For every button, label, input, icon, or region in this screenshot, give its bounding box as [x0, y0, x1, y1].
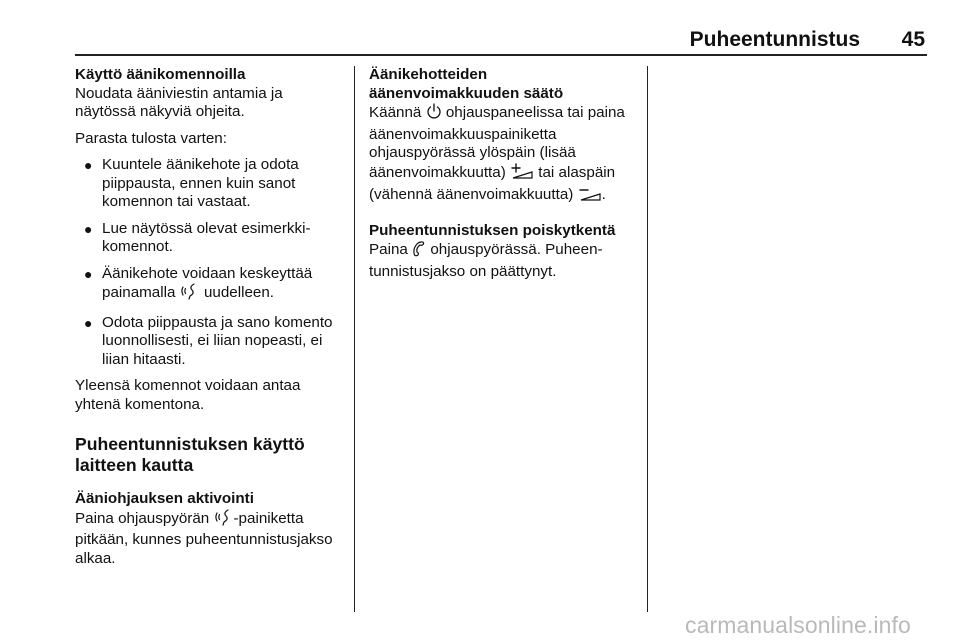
voice-command-icon [180, 283, 200, 306]
section-heading-usage: Käyttö äänikomennoilla [75, 66, 246, 83]
column-left [75, 66, 337, 576]
paragraph-activate: Paina ohjauspyörän -painiketta pitkään, kunnes puheentunnistusjakso alkaa. [75, 509, 333, 567]
voice-command-icon [214, 509, 234, 532]
column-middle [369, 66, 637, 289]
paragraph-usually: Yleensä komennot voidaan antaa yhtenä komentona. [75, 377, 301, 413]
bullet-icon: ● [84, 220, 93, 237]
power-icon [426, 103, 442, 126]
section-heading-off: Puheentunnistuksen poiskytkentä [369, 221, 616, 239]
list-item: ● Lue näytössä olevat esimerkkikomennot. [84, 219, 311, 255]
bullet-icon: ● [84, 314, 93, 331]
list-item: ● Odota piippausta ja sano komento luonnollisesti, ei liian nopeasti, ei liian hitaasti. [84, 313, 333, 368]
phone-hangup-icon [412, 240, 426, 263]
watermark: carmanualsonline.info [685, 612, 911, 638]
volume-down-icon [578, 185, 602, 208]
tips-list [75, 156, 337, 369]
section-heading-device: Puheentunnistuksen käyttö laitteen kautta [75, 434, 305, 475]
header-divider [75, 54, 927, 56]
volume-up-icon [510, 163, 534, 186]
paragraph-follow: Noudata ääniviestin antamia ja näytössä näkyviä ohjeita. [75, 84, 283, 120]
page-title: Puheentunnistus [689, 28, 860, 51]
page-number: 45 [901, 28, 925, 51]
column-divider-right [647, 66, 648, 612]
list-item: ● Äänikehote voidaan keskeyttää painamalla uudelleen. [75, 265, 337, 306]
paragraph-off: Paina ohjauspyörässä. Puheentunnistusjakso on päättynyt. [369, 241, 603, 280]
list-item: ● Kuuntele äänikehote ja odota piippausta, ennen kuin sanot komennon tai vastaat. [84, 156, 299, 210]
page-header [0, 0, 960, 56]
bullet-icon: ● [84, 157, 93, 173]
paragraph-volume: Käännä ohjauspaneelissa tai paina äänenvoimakkuuspainiketta ohjauspyörässä ylöspäin (lisää äänenvoimakkuutta) tai alaspäin (vähennä äänenvoimakkuutta) . [369, 103, 637, 208]
bullet-icon: ● [84, 265, 93, 282]
section-heading-volume: Äänikehotteiden äänenvoimakkuuden säätö [369, 66, 564, 102]
column-divider-left [354, 66, 355, 612]
paragraph-best-results: Parasta tulosta varten: [75, 129, 227, 147]
subheading-activate: Ääniohjauksen aktivointi [75, 490, 254, 507]
